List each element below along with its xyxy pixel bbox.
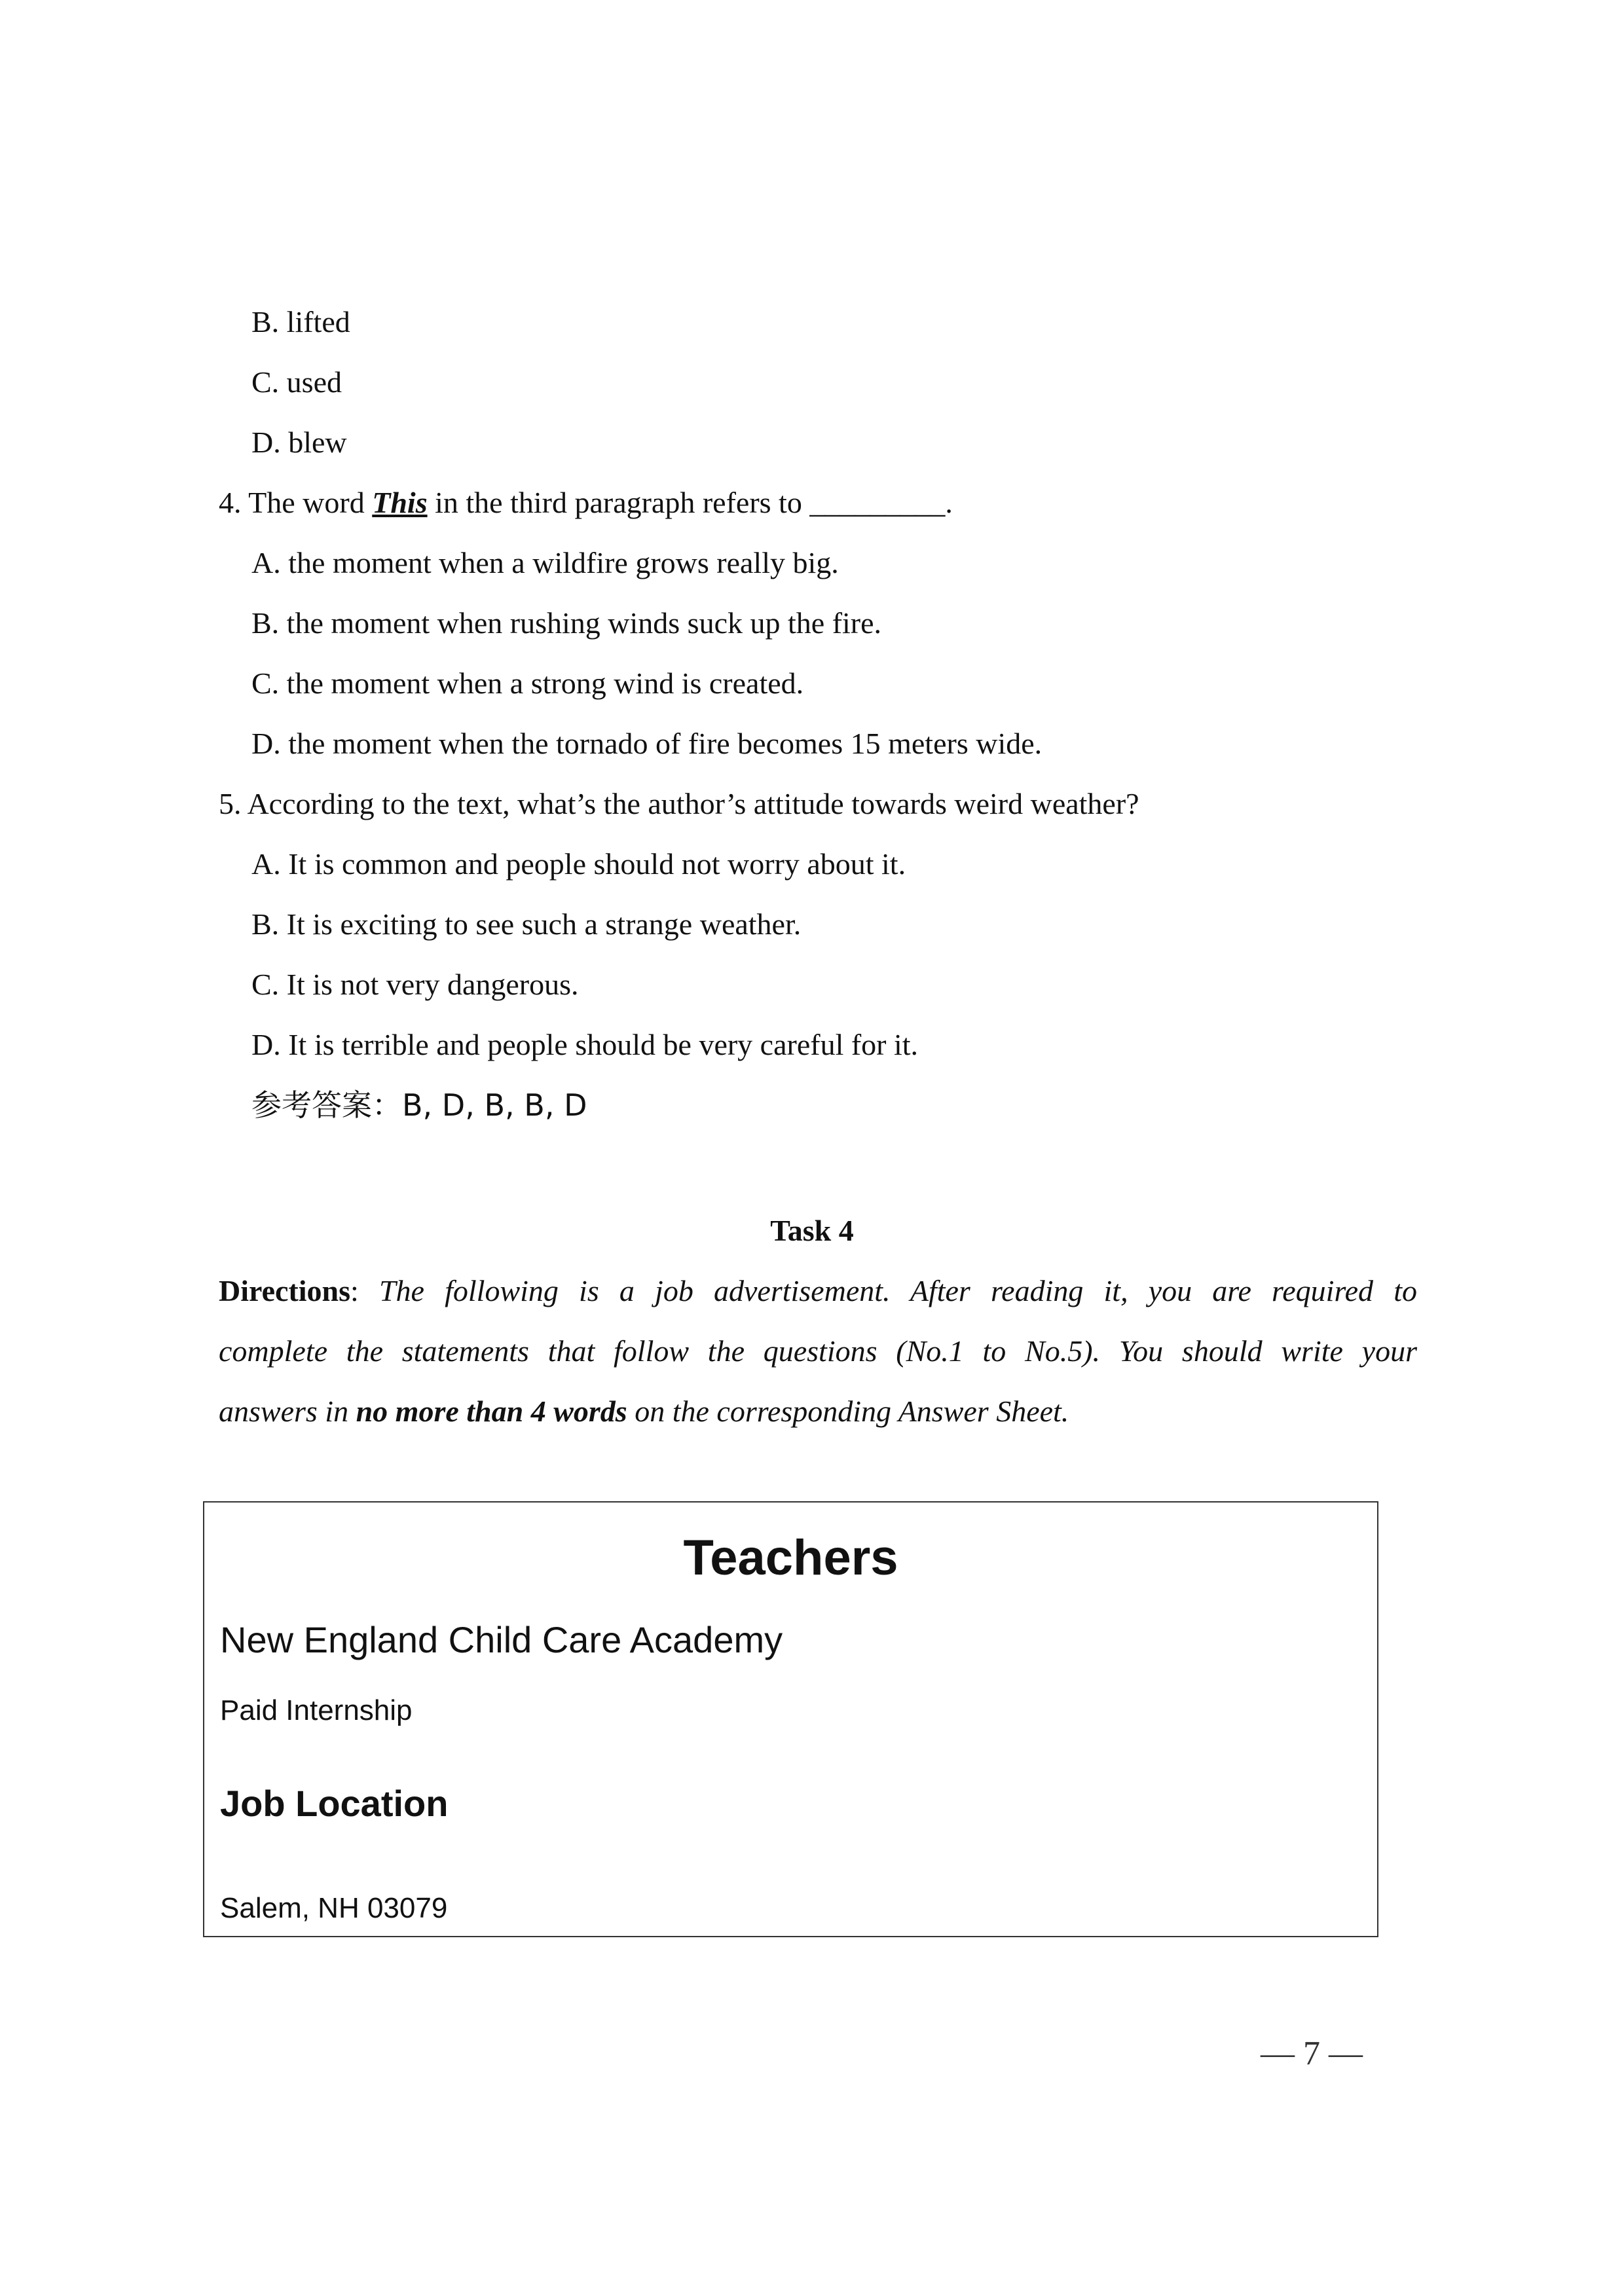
ad-subtitle: Paid Internship [220, 1694, 413, 1726]
answer-key: 参考答案：B, D, B, B, D [251, 1087, 587, 1123]
directions-emphasis: no more than 4 words [356, 1394, 627, 1428]
q4-stem-suffix: in the third paragraph refers to _________. [427, 486, 953, 519]
ad-location: Salem, NH 03079 [220, 1892, 448, 1924]
q3-option-b: B. lifted [251, 305, 350, 338]
q4-stem-prefix: 4. The word [219, 486, 373, 519]
q4-option-c: C. the moment when a strong wind is created. [251, 666, 804, 700]
directions-label: Directions [219, 1274, 351, 1307]
q5-option-d: D. It is terrible and people should be very careful for it. [251, 1028, 919, 1061]
q3-option-c: C. used [251, 365, 342, 399]
directions-text-3b: on the corresponding Answer Sheet. [627, 1394, 1069, 1428]
q4-option-d: D. the moment when the tornado of fire becomes 15 meters wide. [251, 727, 1043, 760]
q4-stem [219, 483, 953, 522]
ad-title: Teachers [683, 1530, 898, 1586]
task-title: Task 4 [770, 1214, 854, 1247]
directions-text-1: The following is a job advertisement. After reading it, you are required to [378, 1274, 1417, 1307]
job-advertisement [203, 1501, 1378, 1937]
directions-line-3 [219, 1392, 1417, 1431]
q3-option-d: D. blew [251, 426, 347, 459]
directions-text-3a: answers in [219, 1394, 356, 1428]
page-number: — 7 — [1261, 2035, 1363, 2072]
q5-option-c: C. It is not very dangerous. [251, 968, 579, 1001]
q5-stem: 5. According to the text, what’s the author’s attitude towards weird weather? [219, 787, 1139, 820]
directions-text-2: complete the statements that follow the questions (No.1 to No.5). You should write your [219, 1334, 1417, 1368]
directions-colon: : [350, 1274, 379, 1307]
q5-option-b: B. It is exciting to see such a strange weather. [251, 907, 802, 941]
ad-location-heading: Job Location [220, 1783, 449, 1824]
q4-keyword: This [372, 486, 428, 519]
directions-line-2 [219, 1332, 1417, 1371]
q4-option-a: A. the moment when a wildfire grows really big. [251, 546, 839, 579]
q4-option-b: B. the moment when rushing winds suck up the fire. [251, 606, 882, 640]
ad-company: New England Child Care Academy [220, 1619, 783, 1660]
directions-line-1 [219, 1271, 1417, 1311]
q5-option-a: A. It is common and people should not worry about it. [251, 847, 906, 881]
